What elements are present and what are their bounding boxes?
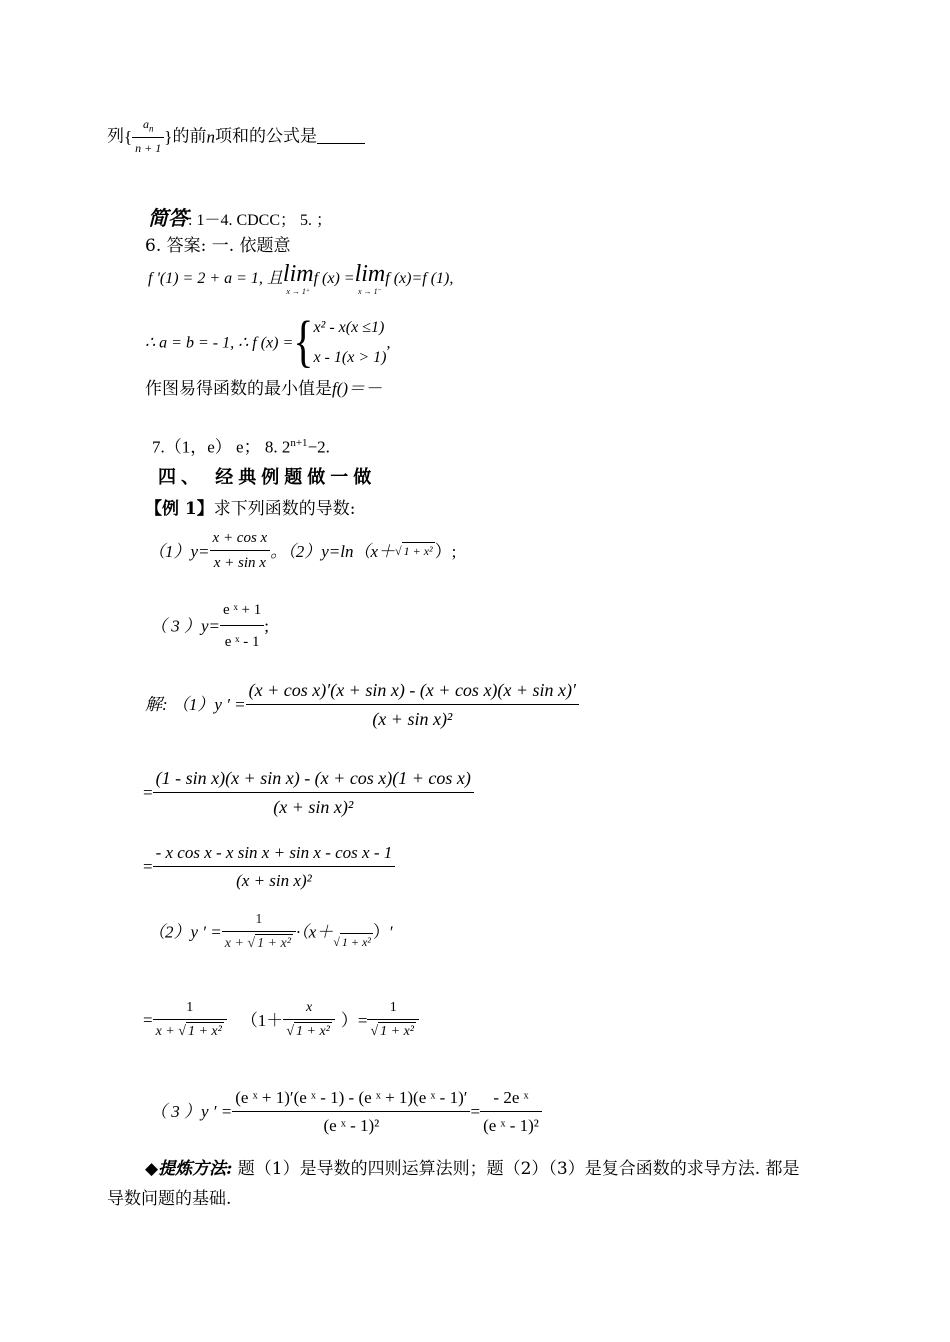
brace-open: { — [124, 127, 133, 147]
top-prefix: 列 — [107, 126, 124, 147]
t2-inner-den — [283, 1019, 335, 1040]
case-2: x - 1(x > 1) — [313, 349, 387, 367]
t2-inner-fraction — [283, 1000, 335, 1040]
method-line-2: 导数问题的基础. — [107, 1189, 232, 1209]
piecewise-brace: { — [293, 312, 314, 375]
u1-label: （ 3 ）y ′ = — [150, 1102, 233, 1122]
s3-den: (x + sin x)² — [153, 866, 396, 891]
t1-label: （2）y ′ = — [148, 922, 222, 942]
t2-result-num: 1 — [389, 1000, 397, 1015]
t2-fraction — [153, 1000, 227, 1040]
line7-sup: n+1 — [290, 437, 308, 449]
t2-num: 1 — [186, 1000, 194, 1015]
t1-end: ）′ — [372, 922, 394, 942]
s3-num: - x cos x - x sin x + sin x - cos x - 1 — [155, 843, 393, 862]
s1-fraction — [246, 680, 579, 729]
example-part-3 — [150, 598, 269, 654]
t2-den — [153, 1019, 227, 1040]
answer-blank — [317, 129, 365, 144]
lim-sub-left: x → 1⁻ — [358, 287, 382, 296]
s2-num: (1 - sin x)(x + sin x) - (x + cos x)(1 + cos x) — [155, 768, 471, 788]
lim-sub-right: x → 1⁺ — [286, 287, 311, 296]
t2-result-sqrt: √ 1 + x² — [370, 1024, 414, 1040]
answers-line-2: 6. 答案: 一. 依题意 — [145, 236, 291, 256]
p3-end: ; — [264, 616, 269, 636]
p3-num: e ˣ + 1 — [223, 602, 262, 618]
t1-den-sqrt: √ 1 + x² — [247, 936, 291, 952]
solution-4 — [148, 912, 394, 952]
p1-den: x + sin x — [210, 550, 271, 572]
top-suffix-a: 的前 — [172, 126, 207, 147]
u1-result-num: - 2e ˣ — [493, 1088, 529, 1107]
eq1-right: f (x)=f (1), — [385, 270, 454, 287]
eq1-mid: f (x) = — [313, 270, 355, 287]
example-prompt: 求下列函数的导数: — [213, 499, 356, 519]
eq1-left: f '(1) = 2 + a = 1, 且 — [148, 270, 283, 287]
u1-eq: = — [470, 1102, 481, 1122]
example-line — [145, 501, 355, 518]
diamond-bullet-icon: ◆ — [145, 1159, 159, 1179]
p1-num: x + cos x — [212, 530, 268, 546]
section-title: 四、 经典例题做一做 — [158, 467, 377, 488]
t2-den-a: x + — [155, 1024, 179, 1040]
line7-text: 7.（1，e） e； 8. 2 — [152, 437, 291, 457]
t2-inner-num: x — [305, 1000, 313, 1015]
eq2-left: ∴ a = b = - 1, ∴ f (x) = — [145, 334, 294, 352]
t1-fraction — [222, 912, 296, 952]
t1-num: 1 — [255, 912, 263, 927]
t2-inner-radicand: 1 + x² — [296, 1024, 330, 1040]
s1-den: (x + sin x)² — [246, 704, 579, 730]
eq-sign: = — [143, 857, 153, 877]
answers-min-line — [145, 380, 382, 398]
method-line-1 — [145, 1161, 800, 1178]
example-label: 【例 1】 — [145, 499, 214, 519]
answers-eq-2 — [145, 313, 390, 374]
p2-end: ）; — [434, 541, 457, 561]
s1-num: (x + cos x)′(x + sin x) - (x + cos x)(x + sin x)′ — [248, 680, 576, 700]
top-suffix-b: 项和的公式是 — [214, 126, 317, 147]
p2-label: 。（2）y=ln（x＋ — [270, 541, 396, 561]
t2-mid: （1＋ — [240, 1010, 284, 1030]
case-1: x² - x(x ≤1) — [313, 319, 385, 336]
limit-left — [355, 262, 386, 296]
eq-sign: = — [143, 783, 153, 803]
method-heading: 提炼方法: — [158, 1159, 233, 1179]
t1-sqrt: √ 1 + x² — [333, 935, 371, 950]
top-line — [107, 118, 365, 156]
answers-line-1 — [148, 208, 332, 229]
frac-numerator-sub: n — [148, 123, 154, 134]
t1-den — [222, 931, 296, 952]
t2-result-radicand: 1 + x² — [380, 1024, 414, 1040]
frac-numerator: a — [142, 117, 149, 131]
t1-den-radicand: 1 + x² — [257, 936, 291, 952]
answers-line-7 — [152, 438, 330, 456]
eq-sign: = — [143, 1010, 153, 1030]
t1-mid: ·（x＋ — [295, 922, 334, 942]
solution-6 — [150, 1088, 542, 1135]
eq2-tail: , — [386, 334, 391, 352]
solution-3 — [143, 843, 395, 890]
min-value: f()＝－ — [332, 379, 383, 398]
p2-radicand: 1 + x² — [403, 544, 433, 559]
example-parts-1-2 — [148, 530, 456, 573]
solution-1 — [145, 680, 579, 729]
p3-label: （ 3 ）y= — [150, 616, 221, 636]
t2-end: ）= — [340, 1010, 368, 1030]
s3-fraction — [153, 843, 396, 890]
answers-eq-1 — [148, 262, 453, 296]
t2-inner-sqrt: √ 1 + x² — [286, 1024, 330, 1040]
line7-tail: −2. — [307, 437, 330, 457]
lim-word: lim — [282, 261, 314, 287]
p2-sqrt: √ 1 + x² — [395, 544, 433, 559]
u1-fraction — [232, 1088, 470, 1135]
method-text-1: 题（1）是导数的四则运算法则；题（2）（3）是复合函数的求导方法. 都是 — [232, 1159, 800, 1179]
t2-den-sqrt: √ 1 + x² — [178, 1024, 222, 1040]
solution-2 — [143, 768, 474, 817]
p3-den: e ˣ - 1 — [220, 625, 264, 654]
frac-denominator: n + 1 — [132, 137, 164, 156]
u1-result-den: (e ˣ - 1)² — [480, 1111, 542, 1136]
top-suffix-n: n — [206, 127, 215, 147]
t1-den-a: x + — [224, 936, 248, 952]
p1-label: （1）y= — [148, 541, 210, 561]
lim-word: lim — [354, 261, 386, 287]
answers-heading: 简答 — [148, 206, 188, 230]
top-fraction — [132, 118, 164, 156]
piecewise-cases — [313, 313, 386, 374]
t1-radicand: 1 + x² — [341, 935, 371, 950]
t2-result-den — [367, 1019, 419, 1040]
brace-close: } — [164, 127, 173, 147]
s2-fraction — [153, 768, 474, 817]
s1-label: 解: （1）y ′ = — [145, 695, 246, 715]
u1-result-fraction — [480, 1088, 542, 1135]
limit-right — [283, 262, 314, 296]
solution-5 — [143, 1000, 419, 1040]
u1-den: (e ˣ - 1)² — [232, 1111, 470, 1136]
min-text: 作图易得函数的最小值是 — [145, 379, 332, 399]
p3-fraction — [220, 598, 264, 654]
u1-num: (e ˣ + 1)′(e ˣ - 1) - (e ˣ + 1)(e ˣ - 1)′ — [235, 1088, 468, 1107]
t2-den-radicand: 1 + x² — [187, 1024, 222, 1040]
answers-line1: : 1－4. CDCC； 5. ； — [188, 212, 333, 229]
p1-fraction — [210, 530, 271, 573]
s2-den: (x + sin x)² — [153, 792, 474, 818]
t2-result-fraction — [367, 1000, 419, 1040]
